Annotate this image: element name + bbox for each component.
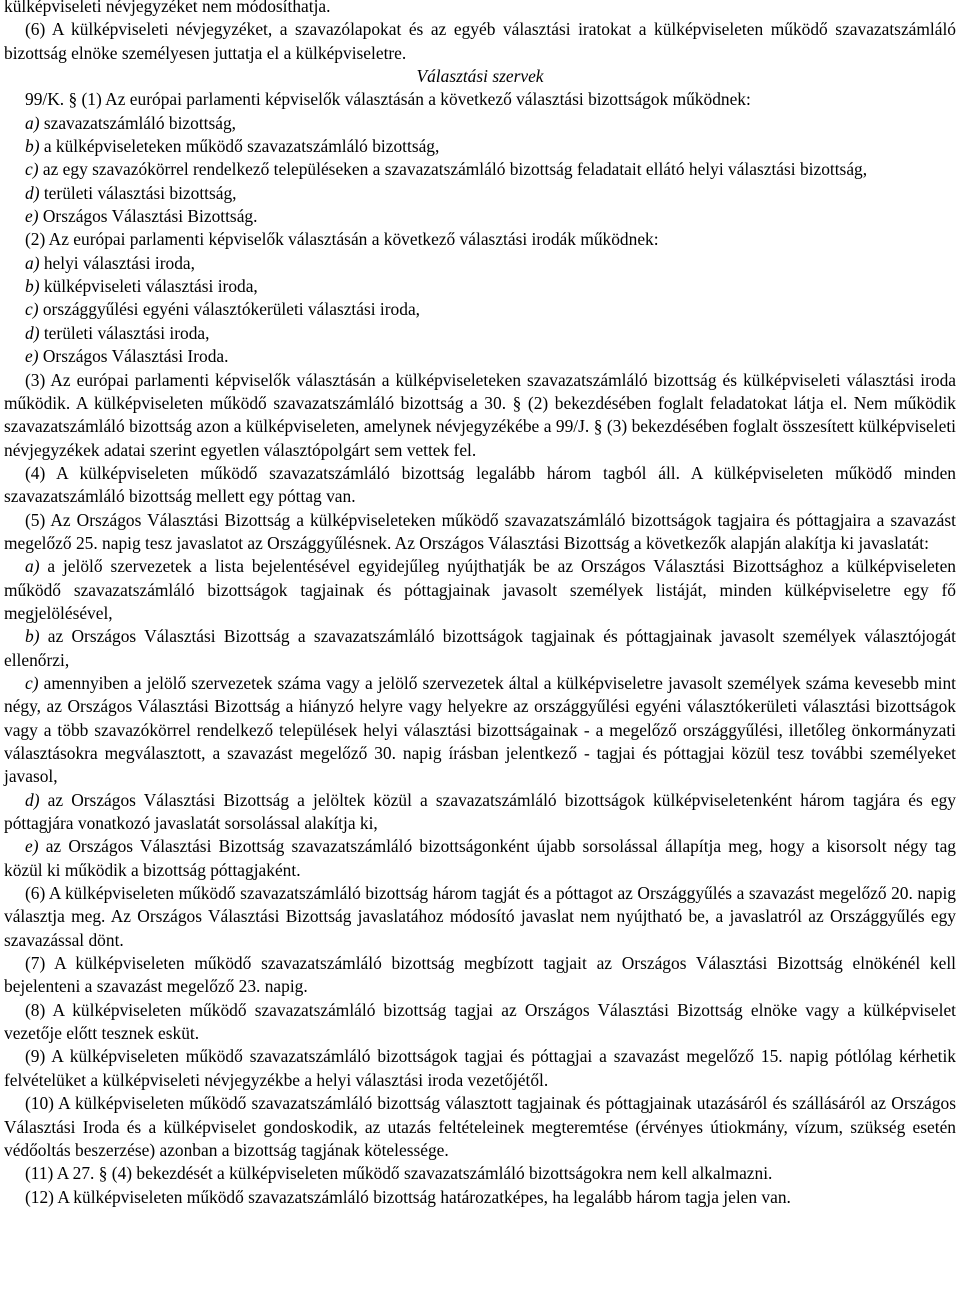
list-item-letter: c) bbox=[25, 672, 39, 693]
list-item bbox=[4, 182, 956, 205]
list-item-text: területi választási iroda, bbox=[39, 322, 210, 343]
list-item-text: az Országos Választási Bizottság szavazatszámláló bizottságonként újabb sorsolással állapítja meg, hogy a kisorsolt négy tag közül ki működik a bizottság póttagjaként. bbox=[4, 836, 956, 880]
list-item-text: szavazatszámláló bizottság, bbox=[39, 112, 237, 133]
list-item-text: az Országos Választási Bizottság a szavazatszámláló bizottságok tagjainak és póttagjainak javasolt személyek választójogát ellenőrzi, bbox=[4, 626, 956, 670]
paragraph-continuation: külképviseleti névjegyzéket nem módosíthatja. bbox=[4, 0, 331, 16]
list-item-letter: d) bbox=[25, 789, 40, 810]
list-item-letter: b) bbox=[25, 276, 40, 297]
list-item bbox=[4, 322, 956, 345]
paragraph: (5) Az Országos Választási Bizottság a külképviseleteken működő szavazatszámláló bizottságok tagjaira és póttagjaira a szavazást megelőző 25. napig tesz javaslatot az Országgyűlésnek. Az Országos Választási Bizottság a következők alapján alakítja ki javaslatát: bbox=[4, 509, 956, 553]
list-item-letter: d) bbox=[25, 182, 40, 203]
paragraph: (2) Az európai parlamenti képviselők választásán a következő választási irodák működnek: bbox=[25, 229, 659, 250]
list-item bbox=[4, 345, 956, 368]
list-item-letter: a) bbox=[25, 252, 40, 273]
list-item-letter: b) bbox=[25, 136, 40, 157]
paragraph: (12) A külképviseleten működő szavazatszámláló bizottság határozatképes, ha legalább három tagja jelen van. bbox=[25, 1186, 791, 1207]
list-item-text: területi választási bizottság, bbox=[39, 182, 237, 203]
list-item-text: az egy szavazókörrel rendelkező településeken a szavazatszámláló bizottság feladatait ellátó helyi választási bizottság, bbox=[38, 159, 868, 180]
paragraph: (8) A külképviseleten működő szavazatszámláló bizottság tagjai az Országos Választási Bizottság elnöke vagy a külképviselet vezetője előtt tesznek esküt. bbox=[4, 999, 956, 1044]
list-item-letter: e) bbox=[25, 206, 39, 227]
paragraph: (3) Az európai parlamenti képviselők választásán a külképviseleteken szavazatszámláló bizottság és külképviseleti választási iroda működik. A külképviseleten működő szavazatszámláló bizottság a 30. § (2) bekezdésében foglalt feladatokat látja el. Nem működik szavazatszámláló bizottság azon a külképviseleten, amelynek névjegyzékébe a 99/J. § (3) bekezdésében foglalt összesített külképviseleti névjegyzékek adatai szerint egyetlen választópolgárt sem vettek fel. bbox=[4, 369, 956, 460]
list-item-text: Országos Választási Iroda. bbox=[38, 346, 229, 367]
sub-list-item bbox=[4, 835, 956, 882]
list-item bbox=[4, 252, 956, 275]
paragraph: (6) A külképviseleten működő szavazatszámláló bizottság három tagját és a póttagot az Országgyűlés a szavazást megelőző 20. napig választja meg. Az Országos Választási Bizottság javaslatához módosító javaslat nem nyújtható be, a javaslatról az Országgyűlés egy szavazással dönt. bbox=[4, 883, 956, 950]
section-heading: Választási szervek bbox=[416, 66, 544, 87]
list-item bbox=[4, 135, 956, 158]
list-item-letter: c) bbox=[25, 299, 39, 320]
list-item-letter: c) bbox=[25, 159, 39, 180]
list-item-text: az Országos Választási Bizottság a jelöltek közül a szavazatszámláló bizottságok külképviseletenként három tagjára és egy póttagjára vonatkozó javaslatát sorsolással alakítja ki, bbox=[4, 789, 956, 834]
list-item bbox=[4, 205, 956, 228]
sub-list-item bbox=[4, 555, 956, 625]
sub-list-item bbox=[4, 625, 956, 672]
list-item-text: amennyiben a jelölő szervezetek száma vagy a jelölő szervezetek által a külképviseletre javasolt személyek száma kevesebb mint négy, az Országos Választási Bizottság a hiányzó helyre vagy helyekre az országgyűlési egyéni választókerületi választási bizottságok vagy a több szavazókörrel rendelkező települések helyi választási bizottságainak - a megelőző országgyűlési, illetőleg önkormányzati választásokra megválasztott, a szavazást megelőző 30. napig írásban jelentkező - tagjai és póttagjai közül tesz további személyeket javasol, bbox=[4, 672, 956, 787]
list-item-letter: a) bbox=[25, 112, 40, 133]
document-page bbox=[4, 0, 956, 1209]
list-item-letter: a) bbox=[25, 556, 40, 577]
list-item-text: külképviseleti választási iroda, bbox=[39, 276, 258, 297]
sub-list-item bbox=[4, 672, 956, 789]
list-item-text: a jelölő szervezetek a lista bejelentésével egyidejűleg nyújthatják be az Országos Választási Bizottsághoz a külképviseleten működő szavazatszámláló bizottságok tagjainak és póttagjainak javasolt személyek listáját, minden külképviseletre egy fő megjelölésével, bbox=[4, 556, 956, 623]
list-item-text: Országos Választási Bizottság. bbox=[38, 206, 258, 227]
list-item bbox=[4, 298, 956, 321]
paragraph: 99/K. § (1) Az európai parlamenti képviselők választásán a következő választási bizottságok működnek: bbox=[25, 89, 751, 110]
paragraph: (6) A külképviseleti névjegyzéket, a szavazólapokat és az egyéb választási iratokat a külképviseleten működő szavazatszámláló bizottság elnöke személyesen juttatja el a külképviseletre. bbox=[4, 19, 956, 63]
paragraph: (11) A 27. § (4) bekezdését a külképviseleten működő szavazatszámláló bizottságokra nem kell alkalmazni. bbox=[25, 1163, 773, 1184]
list-item-text: országgyűlési egyéni választókerületi választási iroda, bbox=[38, 299, 421, 320]
list-item-letter: b) bbox=[25, 626, 40, 647]
list-item bbox=[4, 158, 956, 181]
list-item-text: helyi választási iroda, bbox=[39, 252, 195, 273]
list-item-letter: d) bbox=[25, 322, 40, 343]
paragraph: (4) A külképviseleten működő szavazatszámláló bizottság legalább három tagból áll. A külképviseleten működő minden szavazatszámláló bizottság mellett egy póttag van. bbox=[4, 462, 956, 507]
list-item-letter: e) bbox=[25, 836, 39, 857]
list-item-text: a külképviseleteken működő szavazatszámláló bizottság, bbox=[39, 136, 440, 157]
list-item-letter: e) bbox=[25, 346, 39, 367]
list-item bbox=[4, 275, 956, 298]
list-item bbox=[4, 112, 956, 135]
paragraph: (10) A külképviseleten működő szavazatszámláló bizottság választott tagjainak és póttagjainak utazásáról és szállásáról az Országos Választási Iroda és a külképviselet gondoskodik, az utazás feltételeinek megteremtése (érvényes útiokmány, vízum, szükség esetén védőoltás beszerzése) azonban a bizottság tagjának kötelessége. bbox=[4, 1093, 956, 1160]
paragraph: (7) A külképviseleten működő szavazatszámláló bizottság megbízott tagjait az Országos Választási Bizottság elnökénél kell bejelenteni a szavazást megelőző 23. napig. bbox=[4, 953, 956, 997]
sub-list-item bbox=[4, 789, 956, 836]
paragraph: (9) A külképviseleten működő szavazatszámláló bizottságok tagjai és póttagjai a szavazást megelőző 15. napig pótlólag kérhetik felvételüket a külképviseleti névjegyzékbe a helyi választási iroda vezetőjétől. bbox=[4, 1046, 956, 1090]
